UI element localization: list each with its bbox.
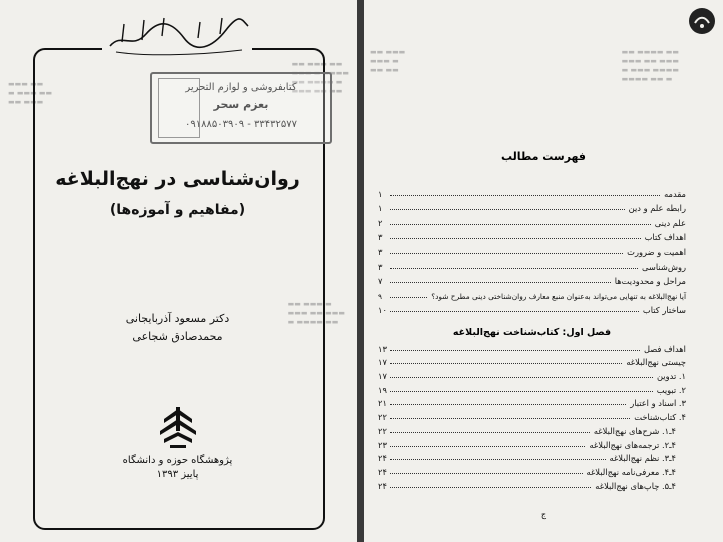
toc-entry-page: ۲۲ [378, 412, 387, 423]
bleed-through-text: ▬▬ ▬▬▬ ▬▬▬ ▬ ▬▬ ▬▬ [370, 48, 406, 74]
toc-entry-title: ۴ـ۵. چاپ‌های نهج‌البلاغه [595, 480, 676, 491]
toc-entry-page: ۲۲ [378, 425, 387, 436]
toc-entry-page: ۱۷ [378, 357, 387, 368]
toc-entry-page: ۳ [378, 261, 383, 272]
toc-entry-page: ۲۱ [378, 398, 387, 409]
toc-entry[interactable] [378, 199, 686, 214]
bleed-through-text: ▬▬ ▬▬▬ ▬▬ ▬▬▬ ▬ ▬▬▬▬ ▬▬ ▬▬▬▬ ▬ ▬▬▬ ▬▬ ▬▬ [291, 60, 349, 95]
book-title: روان‌شناسی در نهج‌البلاغه [55, 168, 300, 190]
bismillah-calligraphy [102, 12, 252, 58]
toc-entry-title: ۱. تدوین [656, 371, 686, 382]
stamp-line-1: کتابفروشی و لوازم التحریر [185, 82, 297, 93]
toc-list [378, 184, 686, 315]
toc-entry-page: ۱۷ [378, 371, 387, 382]
toc-subentry[interactable] [378, 477, 686, 491]
publication-date: پاییز ۱۳۹۳ [156, 469, 199, 480]
toc-entry[interactable] [378, 184, 686, 199]
toc-entry-page: ۱۹ [378, 384, 387, 395]
toc-subentry[interactable] [378, 450, 686, 464]
toc-entry[interactable] [378, 228, 686, 243]
toc-entry[interactable] [378, 213, 686, 228]
author-1: دکتر مسعود آذربایجانی [125, 312, 230, 325]
author-2: محمدصادق شجاعی [132, 330, 223, 343]
toc-entry-title: ۲. تبویب [656, 384, 686, 395]
toc-entry-page: ۱ [378, 188, 383, 199]
toc-entry[interactable] [378, 286, 686, 301]
toc-entry-page: ۲۴ [378, 466, 387, 477]
toc-entry-title: ۴ـ۴. معرفی‌نامه نهج‌البلاغه [586, 466, 676, 477]
toc-entry-title: علم دینی [654, 217, 686, 228]
bleed-through-text: ▬▬ ▬▬▬▬ ▬▬ ▬▬▬ ▬▬ ▬▬▬ ▬ ▬▬▬ ▬▬▬▬ ▬▬▬▬ ▬▬ ▬ [621, 48, 679, 83]
toc-entry-title: ساختار کتاب [642, 305, 686, 316]
toc-entry-page: ۱۳ [378, 343, 387, 354]
toc-entry[interactable] [378, 257, 686, 272]
toc-entry-page: ۹ [378, 291, 382, 301]
bleed-through-text: ▬▬▬ ▬▬ ▬ ▬▬▬ ▬▬ ▬▬ ▬▬▬ [8, 80, 53, 106]
chapter-toc-list [378, 340, 686, 491]
toc-entry-title: ۴. کتاب‌شناخت [634, 412, 686, 423]
toc-entry[interactable] [378, 395, 686, 409]
toc-heading: فهرست مطالب [500, 150, 587, 163]
toc-entry-page: ۲۳ [378, 439, 387, 450]
toc-entry-title: آیا نهج‌البلاغه به تنهایی می‌تواند به‌عنوان منبع معارف روان‌شناختی دینی مطرح شود؟ [431, 291, 686, 301]
toc-entry-title: ۴ـ۳. نظم نهج‌البلاغه [609, 453, 676, 464]
right-page [364, 0, 723, 542]
toc-entry-title: اهمیت و ضرورت [627, 246, 686, 257]
toc-entry-page: ۱ [378, 203, 383, 214]
toc-entry[interactable] [378, 272, 686, 287]
book-gutter [357, 0, 364, 542]
stamp-line-3: ۰۹۱۸۸۵۰۳۹۰۹ - ۳۳۴۳۲۵۷۷ [184, 119, 298, 130]
toc-entry-page: ۱۰ [378, 305, 387, 316]
toc-subentry[interactable] [378, 422, 686, 436]
bookshop-stamp [150, 72, 332, 144]
toc-entry[interactable] [378, 301, 686, 316]
chapter-heading: فصل اول: کتاب‌شناخت نهج‌البلاغه [452, 327, 612, 338]
book-subtitle: (مفاهیم و آموزه‌ها) [109, 202, 246, 218]
publisher-logo-icon [154, 405, 202, 451]
toc-entry-page: ۲۴ [378, 453, 387, 464]
toc-entry-title: اهداف کتاب [644, 232, 686, 243]
toc-entry-title: ۴ـ۲. ترجمه‌های نهج‌البلاغه [589, 439, 676, 450]
toc-entry[interactable] [378, 367, 686, 381]
toc-entry-title: رابطه علم و دین [628, 203, 686, 214]
publisher-name: پژوهشگاه حوزه و دانشگاه [122, 455, 233, 466]
corner-logo-icon [687, 6, 717, 36]
bleed-through-text: ▬▬ ▬▬▬ ▬ ▬▬▬ ▬▬ ▬▬▬ ▬ ▬▬▬▬ ▬▬ [287, 300, 345, 326]
toc-entry[interactable] [378, 408, 686, 422]
toc-entry-page: ۲ [378, 217, 383, 228]
stamp-line-2: بعزم سحر [213, 98, 269, 111]
toc-subentry[interactable] [378, 436, 686, 450]
left-page [0, 0, 357, 542]
toc-entry-page: ۳ [378, 232, 383, 243]
toc-subentry[interactable] [378, 463, 686, 477]
toc-entry-title: مراحل و محدودیت‌ها [614, 276, 686, 287]
toc-entry[interactable] [378, 354, 686, 368]
toc-entry-title: ۳. اسناد و اعتبار [630, 398, 686, 409]
toc-entry[interactable] [378, 242, 686, 257]
toc-entry-page: ۲۴ [378, 480, 387, 491]
toc-entry-title: چیستی نهج‌البلاغه [626, 357, 686, 368]
toc-entry-page: ۳ [378, 246, 383, 257]
toc-entry-title: ۴ـ۱. شرح‌های نهج‌البلاغه [593, 425, 676, 436]
toc-entry[interactable] [378, 340, 686, 354]
toc-entry-title: روش‌شناسی [642, 261, 686, 272]
page-folio: ج [540, 510, 547, 519]
toc-entry-title: مقدمه [664, 188, 686, 199]
toc-entry[interactable] [378, 381, 686, 395]
toc-entry-title: اهداف فصل [643, 343, 686, 354]
toc-entry-page: ۷ [378, 276, 383, 287]
